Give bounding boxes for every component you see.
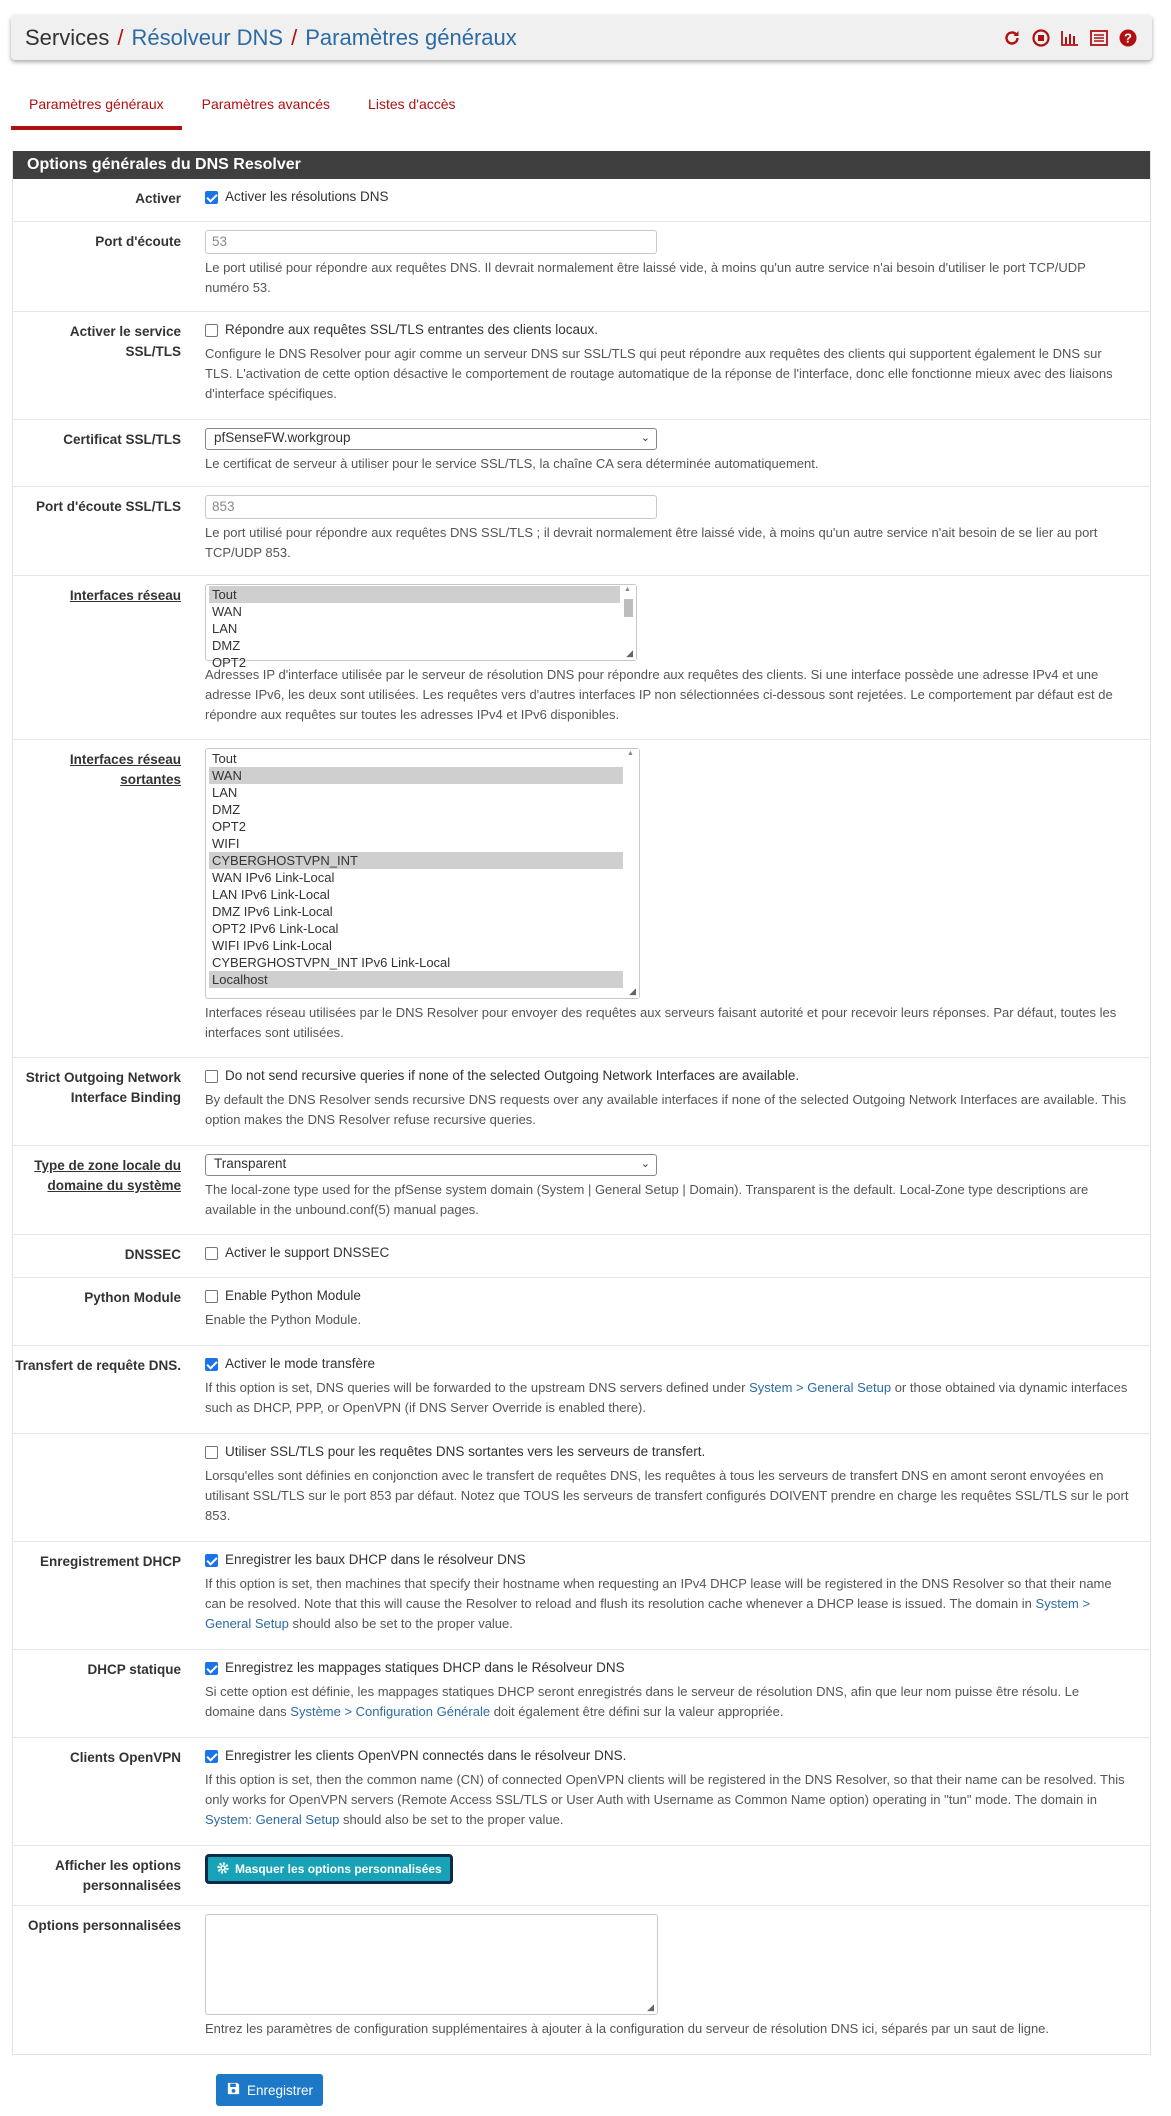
list-option[interactable]: Tout	[212, 751, 237, 766]
save-icon	[226, 2081, 241, 2099]
zone-type-value: Transparent	[214, 1156, 287, 1171]
scroll-up-icon: ▲	[627, 750, 634, 757]
checkbox-checked-icon	[205, 1554, 218, 1567]
breadcrumb	[25, 25, 517, 51]
row-outgoing-interfaces	[13, 740, 1150, 1058]
checkbox-checked-icon	[205, 1662, 218, 1675]
list-option[interactable]: CYBERGHOSTVPN_INT	[209, 852, 639, 869]
python-help: Enable the Python Module.	[205, 1312, 362, 1327]
python-label: Python Module	[84, 1290, 181, 1305]
checkbox-unchecked-icon	[205, 1290, 218, 1303]
port-label: Port d'écoute	[95, 234, 181, 249]
page-header	[11, 15, 1152, 60]
ssl-service-label: Activer le service SSL/TLS	[69, 324, 181, 359]
custom-toggle-label: Afficher les options personnalisées	[54, 1858, 181, 1893]
net-interfaces-help: Adresses IP d'interface utilisée par le serveur de résolution DNS pour répondre aux requêtes des clients. Si une interface possède une adresse IPv4 et une adresse IPv6, les deux sont utilisées. Les requêtes vers d'autres interfaces IP non sélectionnées ci-dessous sont rejetées. Le comportement par défaut est de répondre aux requêtes sur toutes les adresses IPv4 et IPv6 disponibles.	[205, 667, 1113, 722]
custom-options-textarea[interactable]	[205, 1914, 658, 2015]
list-option[interactable]: Tout	[209, 586, 636, 603]
forwarding-checkbox-label: Activer le mode transfère	[225, 1356, 376, 1371]
list-option[interactable]: CYBERGHOSTVPN_INT IPv6 Link-Local	[212, 955, 451, 970]
row-custom-toggle	[13, 1846, 1150, 1906]
row-ssl-port	[13, 487, 1150, 576]
python-checkbox[interactable]	[205, 1286, 1130, 1306]
dnssec-checkbox-label: Activer le support DNSSEC	[225, 1245, 390, 1260]
row-enable	[13, 179, 1150, 222]
dhcp-static-label: DHCP statique	[87, 1662, 181, 1677]
net-interfaces-listbox[interactable]	[205, 584, 637, 670]
tab-bar	[11, 92, 476, 130]
row-net-interfaces	[13, 576, 1150, 740]
ssl-service-checkbox[interactable]	[205, 320, 1130, 340]
outgoing-interfaces-help: Interfaces réseau utilisées par le DNS Resolver pour envoyer des requêtes aux serveurs faisant autorité et pour recevoir leurs réponses. Par défaut, toutes les interfaces sont utilisées.	[205, 1005, 1117, 1040]
list-option[interactable]: WAN	[209, 767, 639, 784]
list-option[interactable]: DMZ IPv6 Link-Local	[212, 904, 333, 919]
dhcp-registration-help	[205, 1574, 1130, 1634]
ssl-cert-value: pfSenseFW.workgroup	[214, 430, 351, 445]
zone-type-help: The local-zone type used for the pfSense system domain (System | General Setup | Domain). Transparent is the default. Local-Zone type descriptions are available in the unbound.conf(5) manual pages.	[205, 1182, 1089, 1217]
enable-checkbox[interactable]	[205, 187, 1130, 207]
help-icon[interactable]	[1118, 28, 1138, 48]
breadcrumb-general-settings[interactable]: Paramètres généraux	[305, 24, 517, 50]
custom-options-label: Options personnalisées	[27, 1918, 181, 1933]
help-text: Si cette option est définie, les mappages statiques DHCP seront enregistrés dans le serveur de résolution DNS, afin que leur nom puisse être résolu. Le domaine dans	[205, 1684, 1080, 1719]
list-option[interactable]: LAN	[212, 621, 238, 636]
row-dhcp-static	[13, 1650, 1150, 1738]
breadcrumb-separator: /	[117, 24, 124, 50]
help-text: should also be set to the proper value.	[339, 1812, 564, 1827]
list-option[interactable]: OPT2	[212, 655, 246, 670]
list-option[interactable]: OPT2 IPv6 Link-Local	[212, 921, 339, 936]
row-ssl-cert	[13, 420, 1150, 487]
resize-grip-icon[interactable]: ◢	[647, 2002, 654, 2012]
chevron-down-icon: ⌄	[640, 1158, 650, 1170]
help-text: or those obtained via dynamic interfaces such as DHCP, PPP, or OpenVPN (if DNS Server Override is enabled there).	[205, 1380, 1128, 1415]
row-custom-options	[13, 1906, 1150, 2054]
ssl-service-help: Configure le DNS Resolver pour agir comme un serveur DNS sur SSL/TLS qui peut répondre aux requêtes des clients qui supportent également le DNS sur TLS. L'activation de cette option désactive le comportement de routage automatique de la réponse de l'interface, donc elle fonctionne mieux avec des liaisons d'interface spécifiques.	[205, 346, 1113, 401]
help-text: If this option is set, then the common name (CN) of connected OpenVPN clients will be registered in the DNS Resolver, so that their name can be resolved. This only works for OpenVPN servers (Remote Access SSL/TLS or User Auth with Username as Common Name option) operating in "tun" mode. The domain in	[205, 1772, 1125, 1807]
row-ssl-service	[13, 312, 1150, 420]
outgoing-interfaces-listbox[interactable]	[205, 748, 640, 999]
general-setup-link[interactable]: System > General Setup	[205, 1596, 1091, 1631]
header-icons	[1002, 28, 1138, 48]
forwarding-tls-help: Lorsqu'elles sont définies en conjonction avec le transfert de requêtes DNS, les requêtes à tous les serveurs de transfert DNS en amont seront envoyées en utilisant SSL/TLS sur le port 853 par défaut. Notez que TOUS les serveurs de transfert configurés DOIVENT prendre en charge les requêtes SSL/TLS sur le port 853.	[205, 1468, 1129, 1523]
forwarding-help	[205, 1378, 1130, 1418]
row-dhcp-registration	[13, 1542, 1150, 1650]
general-setup-link[interactable]: System > General Setup	[749, 1380, 892, 1395]
checkbox-checked-icon	[205, 191, 218, 204]
row-forwarding-tls	[13, 1434, 1150, 1542]
openvpn-checkbox-label: Enregistrer les clients OpenVPN connectés dans le résolveur DNS.	[225, 1748, 627, 1763]
dhcp-static-checkbox[interactable]	[205, 1658, 1130, 1678]
list-option[interactable]: WIFI IPv6 Link-Local	[212, 938, 332, 953]
ssl-cert-label: Certificat SSL/TLS	[63, 432, 181, 447]
list-option[interactable]: DMZ	[212, 802, 241, 817]
svg-text:?: ?	[1124, 30, 1132, 45]
help-text: If this option is set, then machines that specify their hostname when requesting an IPv4 DHCP lease will be registered in the DNS Resolver so that their name can be resolved. Note that this will cause the Resolver to reload and flush its resolution cache whenever a DHCP lease is issued. The domain in	[205, 1576, 1112, 1611]
dhcp-registration-checkbox[interactable]	[205, 1550, 1130, 1570]
list-option[interactable]: LAN	[212, 785, 238, 800]
list-option[interactable]: WAN	[212, 604, 242, 619]
resize-grip-icon[interactable]: ◢	[626, 648, 633, 658]
save-button[interactable]	[216, 2074, 323, 2106]
enable-checkbox-label: Activer les résolutions DNS	[225, 189, 389, 204]
ssl-port-label: Port d'écoute SSL/TLS	[36, 499, 181, 514]
dhcp-static-checkbox-label: Enregistrez les mappages statiques DHCP dans le Résolveur DNS	[225, 1660, 625, 1675]
stop-icon[interactable]	[1031, 28, 1051, 48]
ssl-cert-help: Le certificat de serveur à utiliser pour le service SSL/TLS, la chaîne CA sera déterminée automatiquement.	[205, 456, 819, 471]
forwarding-tls-checkbox-label: Utiliser SSL/TLS pour les requêtes DNS sortantes vers les serveurs de transfert.	[225, 1444, 706, 1459]
strict-binding-label: Strict Outgoing Network Interface Binding	[25, 1070, 181, 1105]
net-interfaces-label[interactable]: Interfaces réseau	[69, 588, 181, 603]
general-options-panel	[12, 151, 1151, 2055]
resize-grip-icon[interactable]: ◢	[629, 986, 636, 996]
forwarding-checkbox[interactable]	[205, 1354, 1130, 1374]
dnssec-checkbox[interactable]	[205, 1243, 1130, 1263]
ssl-port-help: Le port utilisé pour répondre aux requêtes DNS SSL/TLS ; il devrait normalement être laissé vide, à moins qu'un autre service n'ait besoin de se lier au port TCP/UDP 853.	[205, 525, 1098, 560]
outgoing-interfaces-label[interactable]: Interfaces réseau sortantes	[69, 752, 181, 787]
panel-title: Options générales du DNS Resolver	[13, 151, 1150, 179]
row-openvpn	[13, 1738, 1150, 1846]
dhcp-registration-label: Enregistrement DHCP	[39, 1554, 181, 1569]
tab-general-settings[interactable]: Paramètres généraux	[11, 92, 182, 130]
list-option[interactable]: Localhost	[209, 971, 639, 988]
breadcrumb-root: Services	[25, 24, 110, 50]
scrollbar-thumb[interactable]	[624, 599, 633, 617]
row-port	[13, 222, 1150, 312]
list-option[interactable]: WAN IPv6 Link-Local	[212, 870, 335, 885]
checkbox-unchecked-icon	[205, 324, 218, 337]
ssl-service-checkbox-label: Répondre aux requêtes SSL/TLS entrantes des clients locaux.	[225, 322, 598, 337]
ssl-cert-select[interactable]	[205, 428, 657, 450]
openvpn-checkbox[interactable]	[205, 1746, 1130, 1766]
openvpn-label: Clients OpenVPN	[69, 1750, 181, 1765]
save-label: Enregistrer	[247, 2082, 314, 2098]
tab-advanced-settings[interactable]: Paramètres avancés	[201, 96, 331, 112]
row-python	[13, 1278, 1150, 1346]
breadcrumb-separator: /	[291, 24, 298, 50]
gear-icon	[216, 1861, 230, 1878]
general-setup-link[interactable]: Système > Configuration Générale	[290, 1704, 491, 1719]
list-option[interactable]: OPT2	[212, 819, 246, 834]
hide-custom-options-label: Masquer les options personnalisées	[235, 1862, 442, 1876]
help-text: doit également être défini sur la valeur appropriée.	[490, 1704, 784, 1719]
checkbox-checked-icon	[205, 1358, 218, 1371]
ssl-port-input[interactable]: 853	[205, 495, 657, 519]
checkbox-unchecked-icon	[205, 1446, 218, 1459]
list-option[interactable]: LAN IPv6 Link-Local	[212, 887, 330, 902]
dhcp-static-help	[205, 1682, 1130, 1722]
zone-type-select[interactable]	[205, 1154, 657, 1176]
forwarding-tls-checkbox[interactable]	[205, 1442, 1130, 1462]
chart-icon[interactable]	[1060, 28, 1080, 48]
general-setup-link[interactable]: System: General Setup	[205, 1812, 340, 1827]
row-zone-type	[13, 1146, 1150, 1235]
help-text: should also be set to the proper value.	[288, 1616, 513, 1631]
list-option[interactable]: WIFI	[212, 836, 240, 851]
zone-type-label[interactable]: Type de zone locale du domaine du système	[34, 1158, 181, 1193]
row-strict-binding	[13, 1058, 1150, 1146]
reload-icon[interactable]	[1002, 28, 1022, 48]
row-forwarding	[13, 1346, 1150, 1434]
checkbox-unchecked-icon	[205, 1247, 218, 1260]
breadcrumb-dns-resolver[interactable]: Résolveur DNS	[131, 24, 284, 50]
dhcp-registration-checkbox-label: Enregistrer les baux DHCP dans le résolveur DNS	[225, 1552, 526, 1567]
strict-binding-checkbox[interactable]	[205, 1066, 1130, 1086]
port-help: Le port utilisé pour répondre aux requêtes DNS. Il devrait normalement être laissé vide, à moins qu'un autre service n'ai besoin d'utiliser le port TCP/UDP numéro 53.	[205, 260, 1086, 295]
checkbox-checked-icon	[205, 1750, 218, 1763]
chevron-down-icon: ⌄	[640, 432, 650, 444]
help-text: If this option is set, DNS queries will be forwarded to the upstream DNS servers defined under	[205, 1380, 750, 1395]
port-input[interactable]: 53	[205, 230, 657, 254]
custom-options-help: Entrez les paramètres de configuration supplémentaires à ajouter à la configuration du serveur de résolution DNS ici, séparés par un saut de ligne.	[205, 2021, 1050, 2036]
list-icon[interactable]	[1089, 28, 1109, 48]
scroll-up-icon: ▲	[624, 586, 631, 593]
hide-custom-options-button[interactable]	[205, 1854, 453, 1884]
dnssec-label: DNSSEC	[124, 1247, 181, 1262]
strict-binding-checkbox-label: Do not send recursive queries if none of the selected Outgoing Network Interfaces are available.	[225, 1068, 800, 1083]
forwarding-label: Transfert de requête DNS.	[15, 1358, 181, 1373]
enable-label: Activer	[135, 191, 181, 206]
strict-binding-help: By default the DNS Resolver sends recursive DNS requests over any available interfaces if none of the selected Outgoing Network Interfaces are available. This option makes the DNS Resolver refuse recursive queries.	[205, 1092, 1127, 1127]
row-dnssec	[13, 1235, 1150, 1278]
tab-access-lists[interactable]: Listes d'accès	[368, 96, 456, 112]
python-checkbox-label: Enable Python Module	[225, 1288, 361, 1303]
scrollbar[interactable]	[623, 749, 639, 998]
list-option[interactable]: DMZ	[212, 638, 241, 653]
checkbox-unchecked-icon	[205, 1070, 218, 1083]
openvpn-help	[205, 1770, 1130, 1830]
